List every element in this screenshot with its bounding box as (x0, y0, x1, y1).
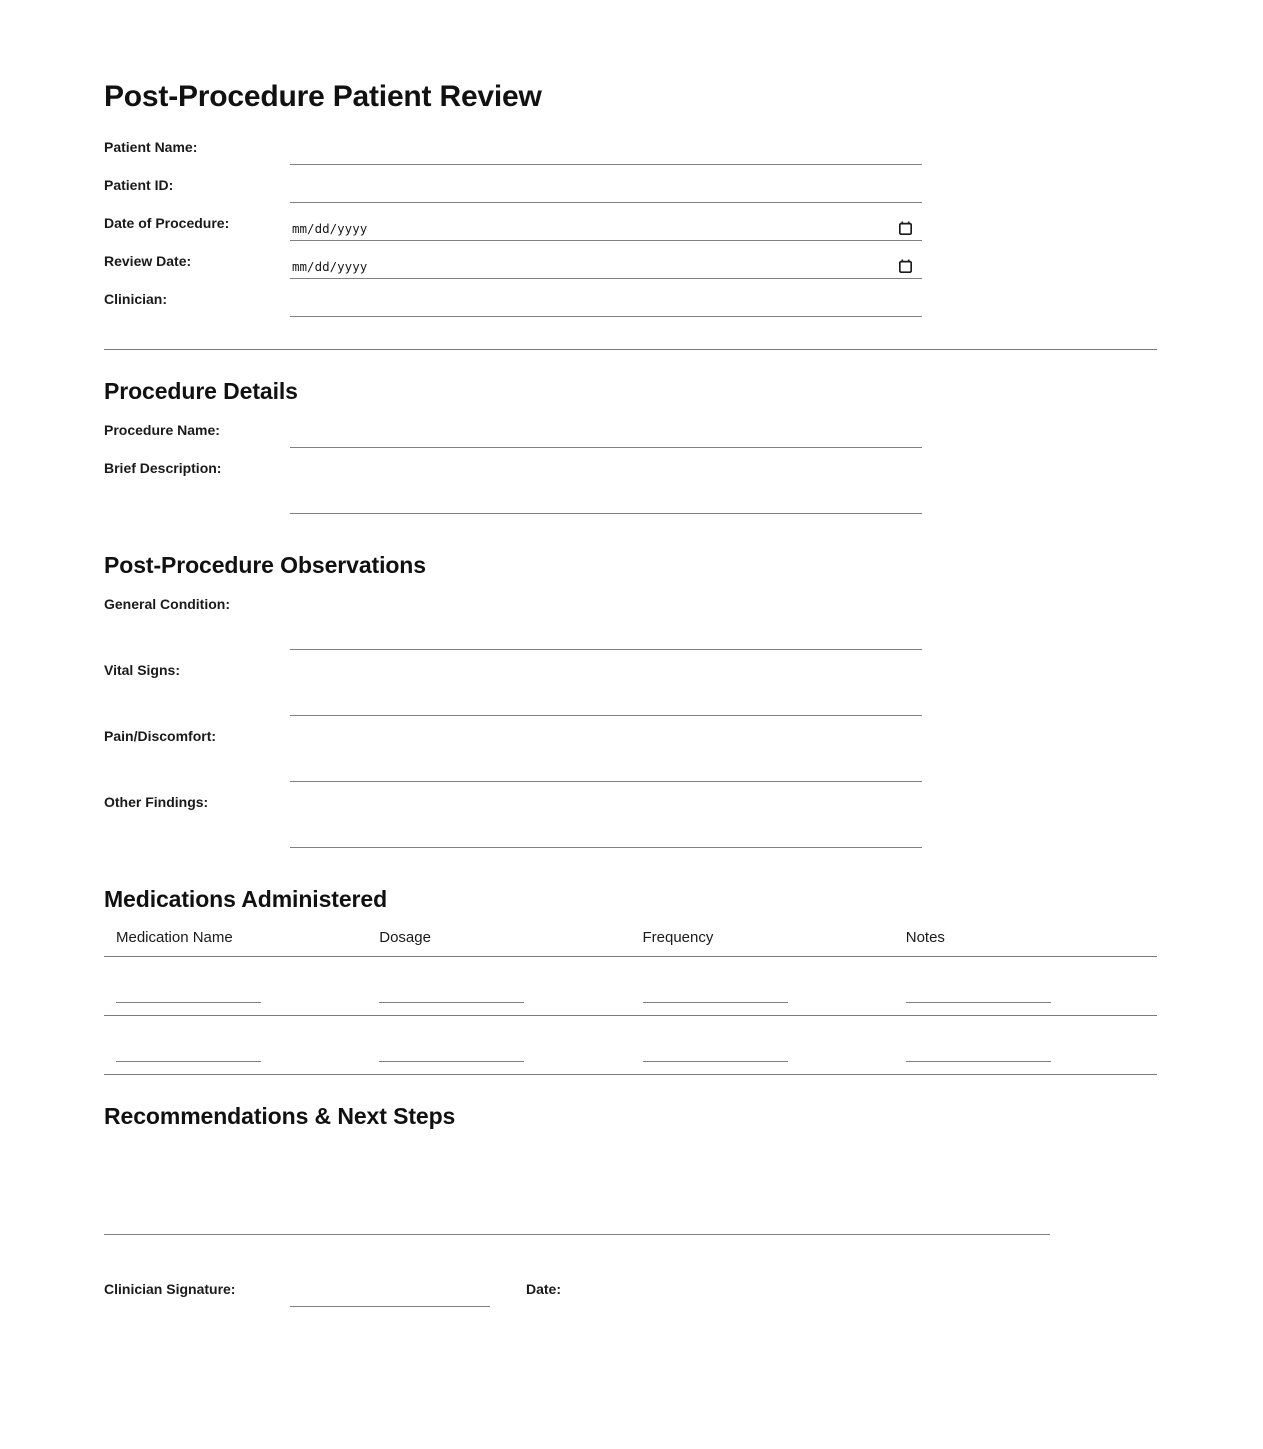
brief-description-input[interactable] (290, 458, 922, 514)
dosage-input-2[interactable] (379, 1044, 524, 1062)
cell-frequency (631, 956, 894, 1015)
patient-name-control (290, 137, 1159, 175)
patient-info-section (104, 137, 1159, 327)
medications-header-row (104, 929, 1157, 957)
medication-name-input-2[interactable] (116, 1044, 261, 1062)
patient-name-label: Patient Name: (104, 138, 198, 155)
date-of-procedure-placeholder: mm/dd/yyyy (292, 220, 368, 236)
cell-notes (894, 1015, 1157, 1074)
cell-frequency (631, 1015, 894, 1074)
patient-id-control (290, 175, 1159, 213)
clinician-signature-label: Clinician Signature: (104, 1280, 236, 1297)
cell-medication-name (104, 1015, 367, 1074)
field-row-date-of-procedure (104, 213, 1159, 251)
review-date-label: Review Date: (104, 252, 192, 269)
clinician-label: Clinician: (104, 290, 168, 307)
other-findings-input[interactable] (290, 792, 922, 848)
procedure-name-control (290, 420, 1159, 458)
dosage-input-1[interactable] (379, 985, 524, 1003)
medications-table-head (104, 929, 1157, 957)
patient-id-label: Patient ID: (104, 176, 174, 193)
other-findings-control (290, 792, 1159, 858)
clinician-input[interactable] (290, 293, 922, 317)
review-date-input[interactable] (290, 255, 922, 279)
field-row-pain-discomfort (104, 726, 1159, 792)
date-of-procedure-control (290, 213, 1159, 251)
table-row (104, 1015, 1157, 1074)
signature-row (104, 1277, 1159, 1307)
procedure-details-section (104, 378, 1159, 524)
frequency-input-1[interactable] (643, 985, 788, 1003)
general-condition-label: General Condition: (104, 596, 230, 613)
brief-description-control (290, 458, 1159, 524)
calendar-icon[interactable] (899, 259, 912, 273)
signature-date-label: Date: (526, 1280, 562, 1297)
field-row-clinician (104, 289, 1159, 327)
review-date-placeholder: mm/dd/yyyy (292, 258, 368, 274)
notes-input-2[interactable] (906, 1044, 1051, 1062)
frequency-input-2[interactable] (643, 1044, 788, 1062)
medications-section (104, 886, 1159, 1074)
recommendations-section (104, 1103, 1159, 1235)
field-row-vital-signs (104, 660, 1159, 726)
medications-table (104, 929, 1157, 1075)
procedure-name-label: Procedure Name: (104, 421, 220, 438)
notes-input-1[interactable] (906, 985, 1051, 1003)
procedure-details-heading: Procedure Details (104, 377, 298, 404)
observations-heading: Post-Procedure Observations (104, 551, 426, 578)
column-header-frequency: Frequency (631, 929, 894, 957)
field-row-other-findings (104, 792, 1159, 858)
field-row-general-condition (104, 594, 1159, 660)
column-header-dosage: Dosage (367, 929, 630, 957)
column-header-notes: Notes (894, 929, 1157, 957)
date-of-procedure-label: Date of Procedure: (104, 214, 230, 231)
section-divider (104, 349, 1157, 350)
other-findings-label: Other Findings: (104, 794, 209, 811)
cell-dosage (367, 1015, 630, 1074)
general-condition-input[interactable] (290, 594, 922, 650)
page-title: Post-Procedure Patient Review (104, 80, 542, 113)
patient-name-input[interactable] (290, 141, 922, 165)
vital-signs-input[interactable] (290, 660, 922, 716)
pain-discomfort-control (290, 726, 1159, 792)
vital-signs-label: Vital Signs: (104, 662, 180, 679)
recommendations-input[interactable] (104, 1151, 1050, 1235)
clinician-control (290, 289, 1159, 327)
field-row-patient-name (104, 137, 1159, 175)
medications-table-body (104, 956, 1157, 1074)
general-condition-control (290, 594, 1159, 660)
vital-signs-control (290, 660, 1159, 726)
field-row-procedure-name (104, 420, 1159, 458)
clinician-signature-input[interactable] (290, 1285, 490, 1307)
medications-heading: Medications Administered (104, 886, 388, 913)
pain-discomfort-label: Pain/Discomfort: (104, 728, 217, 745)
observations-section (104, 552, 1159, 858)
cell-dosage (367, 956, 630, 1015)
brief-description-label: Brief Description: (104, 459, 222, 476)
field-row-patient-id (104, 175, 1159, 213)
table-row (104, 956, 1157, 1015)
calendar-icon[interactable] (899, 221, 912, 235)
pain-discomfort-input[interactable] (290, 726, 922, 782)
field-row-review-date (104, 251, 1159, 289)
medication-name-input-1[interactable] (116, 985, 261, 1003)
procedure-name-input[interactable] (290, 424, 922, 448)
cell-medication-name (104, 956, 367, 1015)
date-of-procedure-input[interactable] (290, 217, 922, 241)
cell-notes (894, 956, 1157, 1015)
patient-id-input[interactable] (290, 179, 922, 203)
recommendations-heading: Recommendations & Next Steps (104, 1102, 456, 1129)
review-date-control (290, 251, 1159, 289)
column-header-medication-name: Medication Name (104, 929, 367, 957)
field-row-brief-description (104, 458, 1159, 524)
